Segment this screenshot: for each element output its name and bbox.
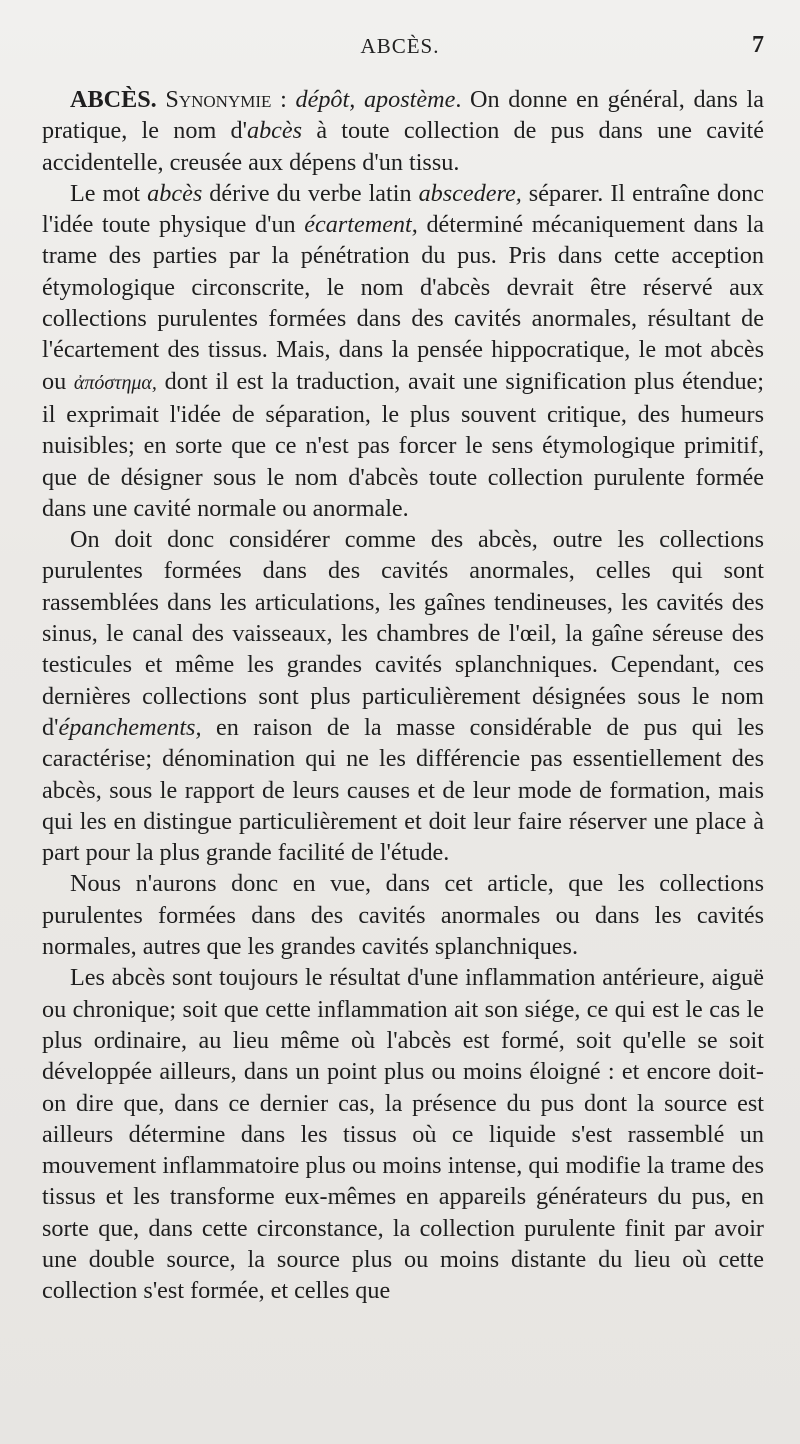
paragraph-text: séparer. Il entraîne donc l'idée toute physique d'un	[42, 179, 765, 239]
paragraph-text: . On donne en général, dans la pratique, le nom d'	[42, 86, 764, 145]
paragraph-text: On doit donc considérer comme des abcès, outre les collections purulentes formées dans des cavités anormales, celles qui sont rassemblées dans les articulations, les gaînes tendineuses, les cavités des sinus, le canal des vaisseaux, les chambres de l'œil, la gaîne séreuse des testicules et même les grandes cavités splanchniques. Cependant, ces dernières collections sont plus particulièrement désignées sous le nom d'	[42, 526, 764, 741]
running-header	[0, 34, 800, 64]
italic-term: abcès	[246, 117, 303, 145]
greek-term: ἀπόστημα,	[73, 371, 157, 394]
paragraph-text: en raison de la masse considérable de pus qui les caractérise; dénomination qui ne les différencie pas essentiellement des abcès, sous le rapport de leurs causes et de leur mode de formation, mais qui les en distingue particulièrement et doit leur faire réserver une place à part pour la plus grande facilité de l'étude.	[42, 713, 764, 867]
article-body	[42, 84, 764, 1307]
paragraph-text: Le mot	[70, 179, 148, 207]
paragraph-focus: Nous n'aurons donc en vue, dans cet article, que les collections purulentes formées dans des cavités anormales ou dans les cavités normales, autres que les grandes cavités splanchniques.	[42, 870, 764, 961]
paragraph-text: à toute collection de pus dans une cavité accidentelle, creusée aux dépens d'un tissu.	[42, 117, 765, 176]
italic-term: abscedere,	[418, 179, 522, 207]
italic-term: épanchements,	[58, 713, 202, 741]
running-title: ABCÈS.	[360, 34, 440, 58]
paragraph-definition	[42, 84, 764, 178]
paragraph-causes: Les abcès sont toujours le résultat d'une inflammation antérieure, aiguë ou chronique; soit que cette inflammation ait son siége, ce qui est le cas le plus ordinaire, au lieu même où l'abcès est formé, soit qu'elle se soit développée ailleurs, dans un point plus ou moins éloigné : et encore doit-on dire que, dans ce dernier cas, la présence du pus dont la source est ailleurs détermine dans les tissus où ce liquide s'est rassemblé un mouvement inflammatoire plus ou moins intense, qui modifie la trame des tissus et les transforme eux-mêmes en appareils générateurs du pus, en sorte que, dans cette circonstance, la collection purulente finit par avoir une double source, la source plus ou moins distante du lieu où cette collection s'est formée, et celles que	[42, 964, 764, 1305]
italic-term: écartement,	[304, 211, 418, 239]
paragraph-text: dont il est la traduction, avait une signification plus étendue; il exprimait l'idée de séparation, le plus souvent critique, des humeurs nuisibles; en sorte que ce n'est pas forcer le sens étymologique primitif, que de désigner sous le nom d'abcès toute collection purulente formée dans une cavité normale ou anormale.	[42, 367, 765, 522]
synonymy-label: Synonymie	[165, 86, 272, 113]
synonym-terms: dépôt, apostème	[295, 86, 456, 113]
paragraph-text: déterminé mécaniquement dans la trame des parties par la pénétration du pus. Pris dans cette acception étymologique circonscrite, le nom d'abcès devrait être réservé aux collections purulentes formées dans des cavités anormales, résultant de l'écartement des tissus. Mais, dans la pensée hippocratique, le mot abcès ou	[42, 211, 764, 395]
synonymy-separator: :	[271, 86, 296, 113]
page-number: 7	[752, 32, 764, 58]
italic-term: abcès	[147, 179, 203, 207]
paragraph-scope	[42, 524, 764, 868]
paragraph-text: dérive du verbe latin	[202, 179, 419, 207]
entry-term: ABCÈS.	[70, 86, 157, 113]
paragraph-etymology	[42, 178, 764, 524]
